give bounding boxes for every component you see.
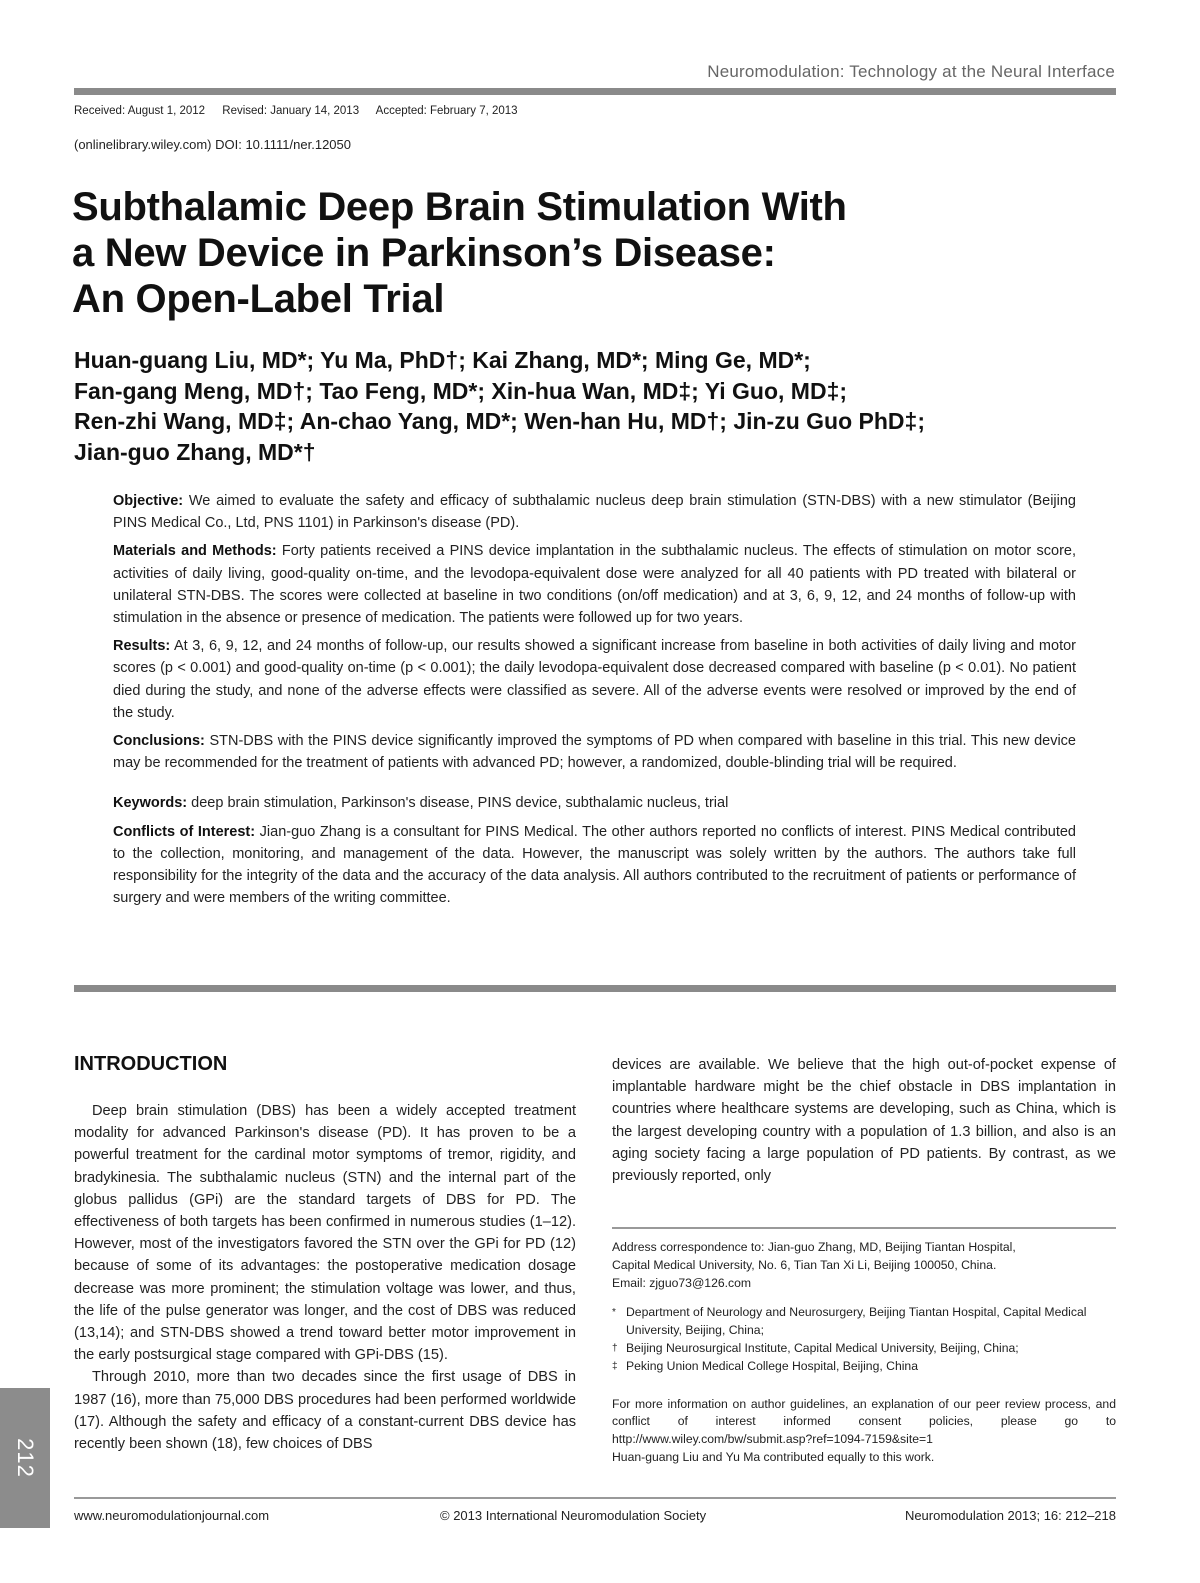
- journal-website-link[interactable]: www.neuromodulationjournal.com: [74, 1508, 270, 1523]
- keywords-text: deep brain stimulation, Parkinson's disease, PINS device, subthalamic nucleus, trial: [191, 795, 729, 812]
- footnotes: [612, 1239, 1116, 1467]
- author-line-4: Jian-guo Zhang, MD*†: [74, 438, 316, 465]
- copyright: © 2013 International Neuromodulation Society: [440, 1508, 707, 1523]
- top-divider: [74, 88, 1116, 95]
- author-line-2: Fan-gang Meng, MD†; Tao Feng, MD*; Xin-hua Wan, MD‡; Yi Guo, MD‡;: [74, 377, 848, 404]
- abstract-results: [113, 635, 1076, 724]
- journal-header: Neuromodulation: Technology at the Neural Interface: [707, 62, 1115, 81]
- doi-link[interactable]: (onlinelibrary.wiley.com) DOI: 10.1111/ner.12050: [74, 137, 351, 152]
- accepted-date: Accepted: February 7, 2013: [375, 105, 518, 117]
- citation: Neuromodulation 2013; 16: 212–218: [904, 1508, 1116, 1523]
- affiliation-text: Peking Union Medical College Hospital, Beijing, China: [626, 1358, 918, 1373]
- footer-divider: [74, 1497, 1116, 1499]
- title-line-3: An Open-Label Trial: [72, 277, 445, 321]
- received-date: Received: August 1, 2012: [74, 105, 206, 117]
- keywords-label: Keywords:: [113, 795, 188, 812]
- introduction-left-column: [74, 1100, 576, 1455]
- affiliation-text: Department of Neurology and Neurosurgery, Beijing Tiantan Hospital, Capital Medical University, Beijing, China;: [626, 1305, 1087, 1338]
- conflicts-label: Conflicts of Interest:: [113, 823, 256, 840]
- page-number: 212: [13, 1438, 38, 1478]
- abstract-objective: [113, 490, 1076, 534]
- objective-label: Objective:: [113, 493, 184, 509]
- title-line-2: a New Device in Parkinson’s Disease:: [72, 231, 776, 275]
- section-divider: [74, 985, 1116, 992]
- affiliation-item: [612, 1340, 1116, 1358]
- objective-text: We aimed to evaluate the safety and efficacy of subthalamic nucleus deep brain stimulation (STN-DBS) with a new stimulator (Beijing PINS Medical Co., Ltd, PNS 1101) in Parkinson's disease (PD).: [113, 493, 1076, 532]
- author-guidelines-note[interactable]: For more information on author guidelines, an explanation of our peer review process, and conflict of interest informed consent policies, please go to http://www.wiley.com/bw/submit.asp?ref=1094-7159&site=1: [612, 1396, 1116, 1447]
- revised-date: Revised: January 14, 2013: [222, 105, 360, 117]
- affiliations: [612, 1304, 1116, 1375]
- conclusions-text: STN-DBS with the PINS device significantly improved the symptoms of PD when compared with baseline in this trial. This new device may be recommended for the treatment of patients with advanced PD; however, a randomized, double-blinding trial will be required.: [113, 733, 1076, 772]
- affiliation-mark: †: [612, 1342, 618, 1354]
- conclusions-label: Conclusions:: [113, 733, 205, 750]
- methods-label: Materials and Methods:: [113, 543, 277, 560]
- results-label: Results:: [113, 638, 171, 655]
- article-dates: [74, 105, 532, 117]
- page-number-tab: [0, 1388, 50, 1528]
- author-line-3: Ren-zhi Wang, MD‡; An-chao Yang, MD*; Wen-han Hu, MD†; Jin-zu Guo PhD‡;: [74, 408, 925, 434]
- abstract-conclusions: [113, 730, 1076, 774]
- address-line-2: Capital Medical University, No. 6, Tian Tan Xi Li, Beijing 100050, China.: [612, 1257, 997, 1272]
- intro-paragraph-1: Deep brain stimulation (DBS) has been a widely accepted treatment modality for advanced Parkinson's disease (PD). It has proven to be a powerful treatment for the cardinal motor symptoms of tremor, rigidity, and bradykinesia. The subthalamic nucleus (STN) and the internal part of the globus pallidus (GPi) are the standard targets of DBS for PD. The effectiveness of both targets has been confirmed in numerous studies (1–12). However, most of the investigators favored the STN over the GPi for PD (12) because of some of its advantages: the postoperative medication dosage decrease was more prominent; the stimulation voltage was lower, and thus, the life of the pulse generator was longer, and the cost of DBS was reduced (13,14); and STN-DBS showed a trend toward better motor improvement in the early postsurgical stage compared with GPi-DBS (15).: [74, 1103, 576, 1364]
- correspondence-email[interactable]: Email: zjguo73@126.com: [612, 1275, 752, 1290]
- keywords: [113, 792, 1076, 814]
- results-text: At 3, 6, 9, 12, and 24 months of follow-up, our results showed a significant increase from baseline in both activities of daily living and motor scores (p < 0.001) and good-quality on-time (p < 0.001); the daily levodopa-equivalent dose decreased compared with baseline (p < 0.01). No patient died during the study, and none of the adverse effects were classified as severe. All of the adverse events were resolved or improved by the end of the study.: [113, 638, 1076, 721]
- affiliation-item: [612, 1304, 1116, 1340]
- affiliation-mark: ‡: [612, 1360, 618, 1372]
- author-line-1: Huan-guang Liu, MD*; Yu Ma, PhD†; Kai Zhang, MD*; Ming Ge, MD*;: [74, 347, 811, 373]
- title-line-1: Subthalamic Deep Brain Stimulation With: [72, 185, 847, 229]
- conflicts-of-interest: [113, 821, 1076, 910]
- intro-paragraph-2: Through 2010, more than two decades since the first usage of DBS in 1987 (16), more than 75,000 DBS procedures had been performed worldwide (17). Although the safety and efficacy of a constant-current DBS device has recently been shown (18), few choices of DBS: [74, 1369, 576, 1453]
- article-title: [72, 184, 1072, 322]
- equal-contribution-note: Huan-guang Liu and Yu Ma contributed equally to this work.: [612, 1449, 935, 1464]
- intro-right-paragraph: devices are available. We believe that the high out-of-pocket expense of implantable hardware might be the chief obstacle in DBS implantation in countries where healthcare systems are developing, such as China, which is the largest developing country with a population of 1.3 billion, and also is an aging society facing a large population of PD patients. By contrast, as we previously reported, only: [612, 1057, 1116, 1185]
- footnote-divider: [612, 1227, 1116, 1229]
- conflicts-text: Jian-guo Zhang is a consultant for PINS Medical. The other authors reported no conflicts of interest. PINS Medical contributed to the collection, monitoring, and management of the data. However, the manuscript was solely written by the authors. The authors take full responsibility for the integrity of the data and the accuracy of the data analysis. All authors contributed to the recruitment of patients or performance of surgery and were members of the writing committee.: [113, 823, 1076, 907]
- affiliation-text: Beijing Neurosurgical Institute, Capital Medical University, Beijing, China;: [626, 1340, 1019, 1355]
- abstract: [113, 490, 1076, 915]
- abstract-methods: [113, 540, 1076, 629]
- introduction-heading: INTRODUCTION: [74, 1053, 228, 1075]
- affiliation-item: [612, 1358, 1116, 1376]
- methods-text: Forty patients received a PINS device implantation in the subthalamic nucleus. The effects of stimulation on motor score, activities of daily living, good-quality on-time, and the levodopa-equivalent dose were analyzed for all 40 patients with PD treated with bilateral or unilateral STN-DBS. The scores were collected at baseline in two conditions (on/off medication) and at 3, 6, 9, 12, and 24 months of follow-up with stimulation in the absence or presence of medication. The patients were followed up for two years.: [113, 543, 1077, 627]
- author-list: [74, 345, 1119, 467]
- affiliation-mark: *: [612, 1307, 616, 1319]
- address-line-1: Address correspondence to: Jian-guo Zhang, MD, Beijing Tiantan Hospital,: [612, 1240, 1016, 1254]
